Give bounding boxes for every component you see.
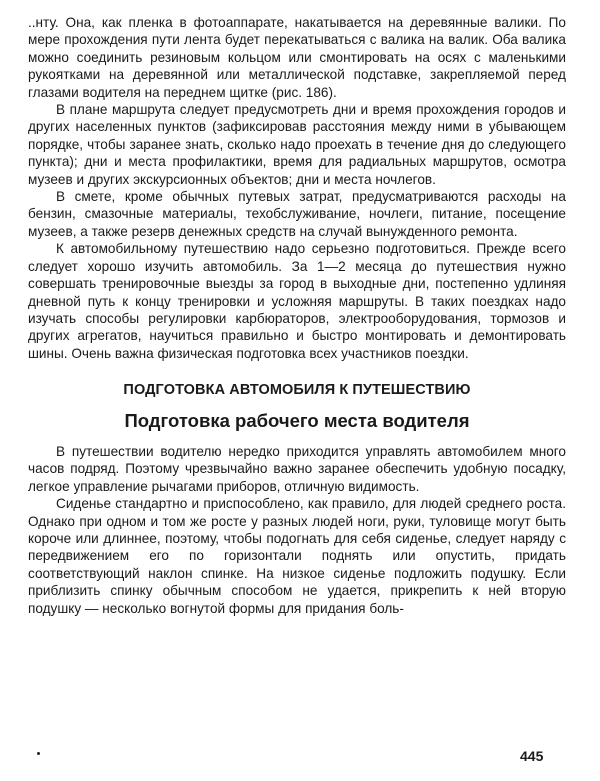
paragraph-3: В смете, кроме обычных путевых затрат, предусматриваются расходы на бензин, смазочные материалы, техобслуживание, ночлеги, питание, посещение музеев, а также резерв денежных средств на случай вынужденного ремонта. [28,189,566,239]
page-content [28,14,566,617]
paragraph-6: Сиденье стандартно и приспособлено, как правило, для людей среднего роста. Однако при одном и том же росте у разных людей ноги, руки, туловище могут быть короче или длиннее, поэтому, чтобы подогнать для себя сиденье, следует наряду с передвижением его по горизонтали поднять или опустить, придать соответствующий наклон спинке. На низкое сиденье подложить подушку. Если приблизить спинку обычным способом не удается, прикрепить к ней вторую подушку — несколько вогнутой формы для придания боль- [28,496,566,616]
section-heading: Подготовка рабочего места водителя [124,409,470,431]
print-speck [37,752,40,755]
paragraph-5: В путешествии водителю нередко приходится управлять автомобилем много часов подряд. Поэтому чрезвычайно важно заранее обеспечить удобную посадку, легкое управление рычагами приборов, отличную видимость. [28,443,566,494]
paragraph-4: К автомобильному путешествию надо серьезно подготовиться. Прежде всего следует хорошо изучить автомобиль. За 1—2 месяца до путешествия нужно совершать тренировочные выезды за город в выходные дни, постепенно удлиняя дневной путь к концу тренировки и усложняя маршруты. В таких поездках надо изучать способы регулировки карбюраторов, электрооборудования, тормозов и других агрегатов, научиться правильно и быстро монтировать и демонтировать шины. Очень важна физическая подготовка всех участников поездки. [28,241,566,361]
page-number: 445 [520,748,544,764]
paragraph-1: ..нту. Она, как пленка в фотоаппарате, накатывается на деревянные валики. По мере прохождения пути лента будет перекатываться с валика на валик. Оба валика можно соединить резиновым кольцом или смонтировать на осях с маленькими рукоятками на деревянной или металлической подставке, закрепляемой перед глазами водителя на переднем щитке (рис. 186). [28,15,566,100]
paragraph-2: В плане маршрута следует предусмотреть дни и время прохождения городов и других населенных пунктов (зафиксировав расстояния между ними в убывающем порядке, чтобы заранее знать, сколько надо проехать в течение дня до следующего пункта); дни и места профилактики, время для радиальных маршрутов, осмотра музеев и других экскурсионных объектов; дни и места ночлегов. [28,102,566,187]
chapter-heading: ПОДГОТОВКА АВТОМОБИЛЯ К ПУТЕШЕСТВИЮ [123,382,471,399]
